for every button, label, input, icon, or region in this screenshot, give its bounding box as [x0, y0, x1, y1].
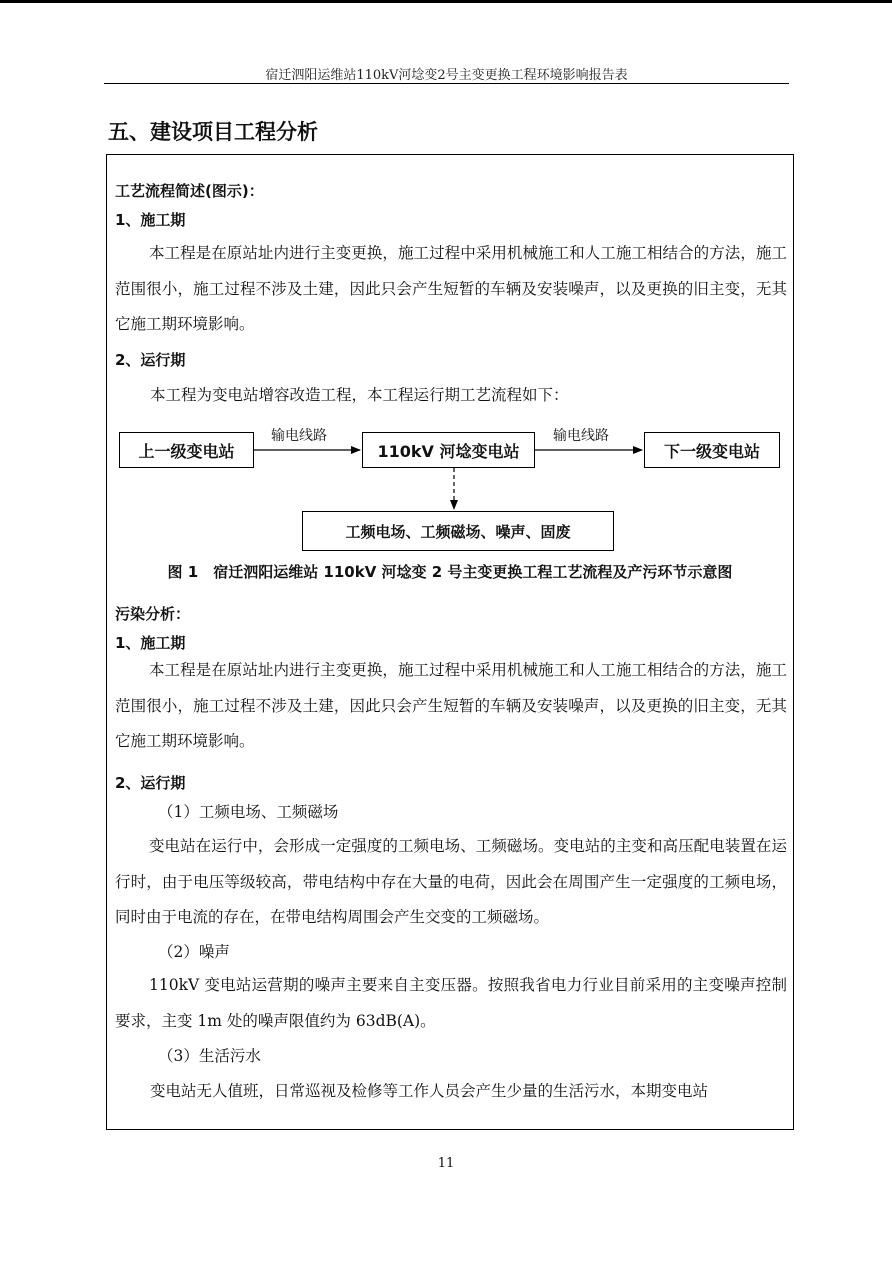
process-construction-heading: 1、施工期: [115, 211, 186, 229]
node-pollution-sources: 工频电场、工频磁场、噪声、固废: [302, 511, 614, 551]
figure-caption: 图 1 宿迁泗阳运维站 110kV 河埝变 2 号主变更换工程工艺流程及产污环节示意图: [167, 563, 733, 581]
pollution-construction-text: 本工程是在原站址内进行主变更换，施工过程中采用机械施工和人工施工相结合的方法，施工范围很小，施工过程不涉及土建，因此只会产生短暂的车辆及安装噪声，以及更换的旧主变，无其它施工期环境影响。: [115, 661, 787, 750]
top-border: [0, 0, 892, 3]
node-downstream-substation: 下一级变电站: [644, 432, 780, 468]
process-construction-text: 本工程是在原站址内进行主变更换，施工过程中采用机械施工和人工施工相结合的方法，施工范围很小，施工过程不涉及土建，因此只会产生短暂的车辆及安装噪声，以及更换的旧主变，无其它施工期环境影响。: [115, 244, 787, 333]
node-upstream-substation: 上一级变电站: [119, 432, 254, 468]
sub2-heading: （2）噪声: [158, 943, 230, 961]
section-title: 五、建设项目工程分析: [108, 120, 318, 144]
running-header: 宿迁泗阳运维站110kV河埝变2号主变更换工程环境影响报告表: [265, 68, 628, 83]
edge-label-left: 输电线路: [271, 428, 327, 444]
page-number: 11: [437, 1156, 455, 1171]
header-rule: [104, 83, 789, 84]
node-main-substation: 110kV 河埝变电站: [362, 432, 535, 468]
sub1-text: 变电站在运行中，会形成一定强度的工频电场、工频磁场。变电站的主变和高压配电装置在运行时，由于电压等级较高，带电结构中存在大量的电荷，因此会在周围产生一定强度的工频电场，同时由于电流的存在，在带电结构周围会产生交变的工频磁场。: [115, 837, 787, 926]
sub1-heading: （1）工频电场、工频磁场: [158, 803, 339, 821]
pollution-operation-heading: 2、运行期: [115, 774, 186, 792]
sub2-text: 110kV 变电站运营期的噪声主要来自主变压器。按照我省电力行业目前采用的主变噪声控制要求，主变 1m 处的噪声限值约为 63dB(A)。: [115, 976, 787, 1030]
process-operation-text: 本工程为变电站增容改造工程，本工程运行期工艺流程如下：: [150, 386, 569, 404]
edge-label-right: 输电线路: [553, 428, 609, 444]
pollution-construction-heading: 1、施工期: [115, 634, 186, 652]
pollution-heading: 污染分析：: [115, 605, 191, 623]
sub3-text: 变电站无人值班，日常巡视及检修等工作人员会产生少量的生活污水，本期变电站: [150, 1082, 709, 1100]
process-operation-heading: 2、运行期: [115, 351, 186, 369]
process-heading: 工艺流程简述(图示)：: [115, 182, 264, 200]
sub3-heading: （3）生活污水: [158, 1047, 261, 1065]
